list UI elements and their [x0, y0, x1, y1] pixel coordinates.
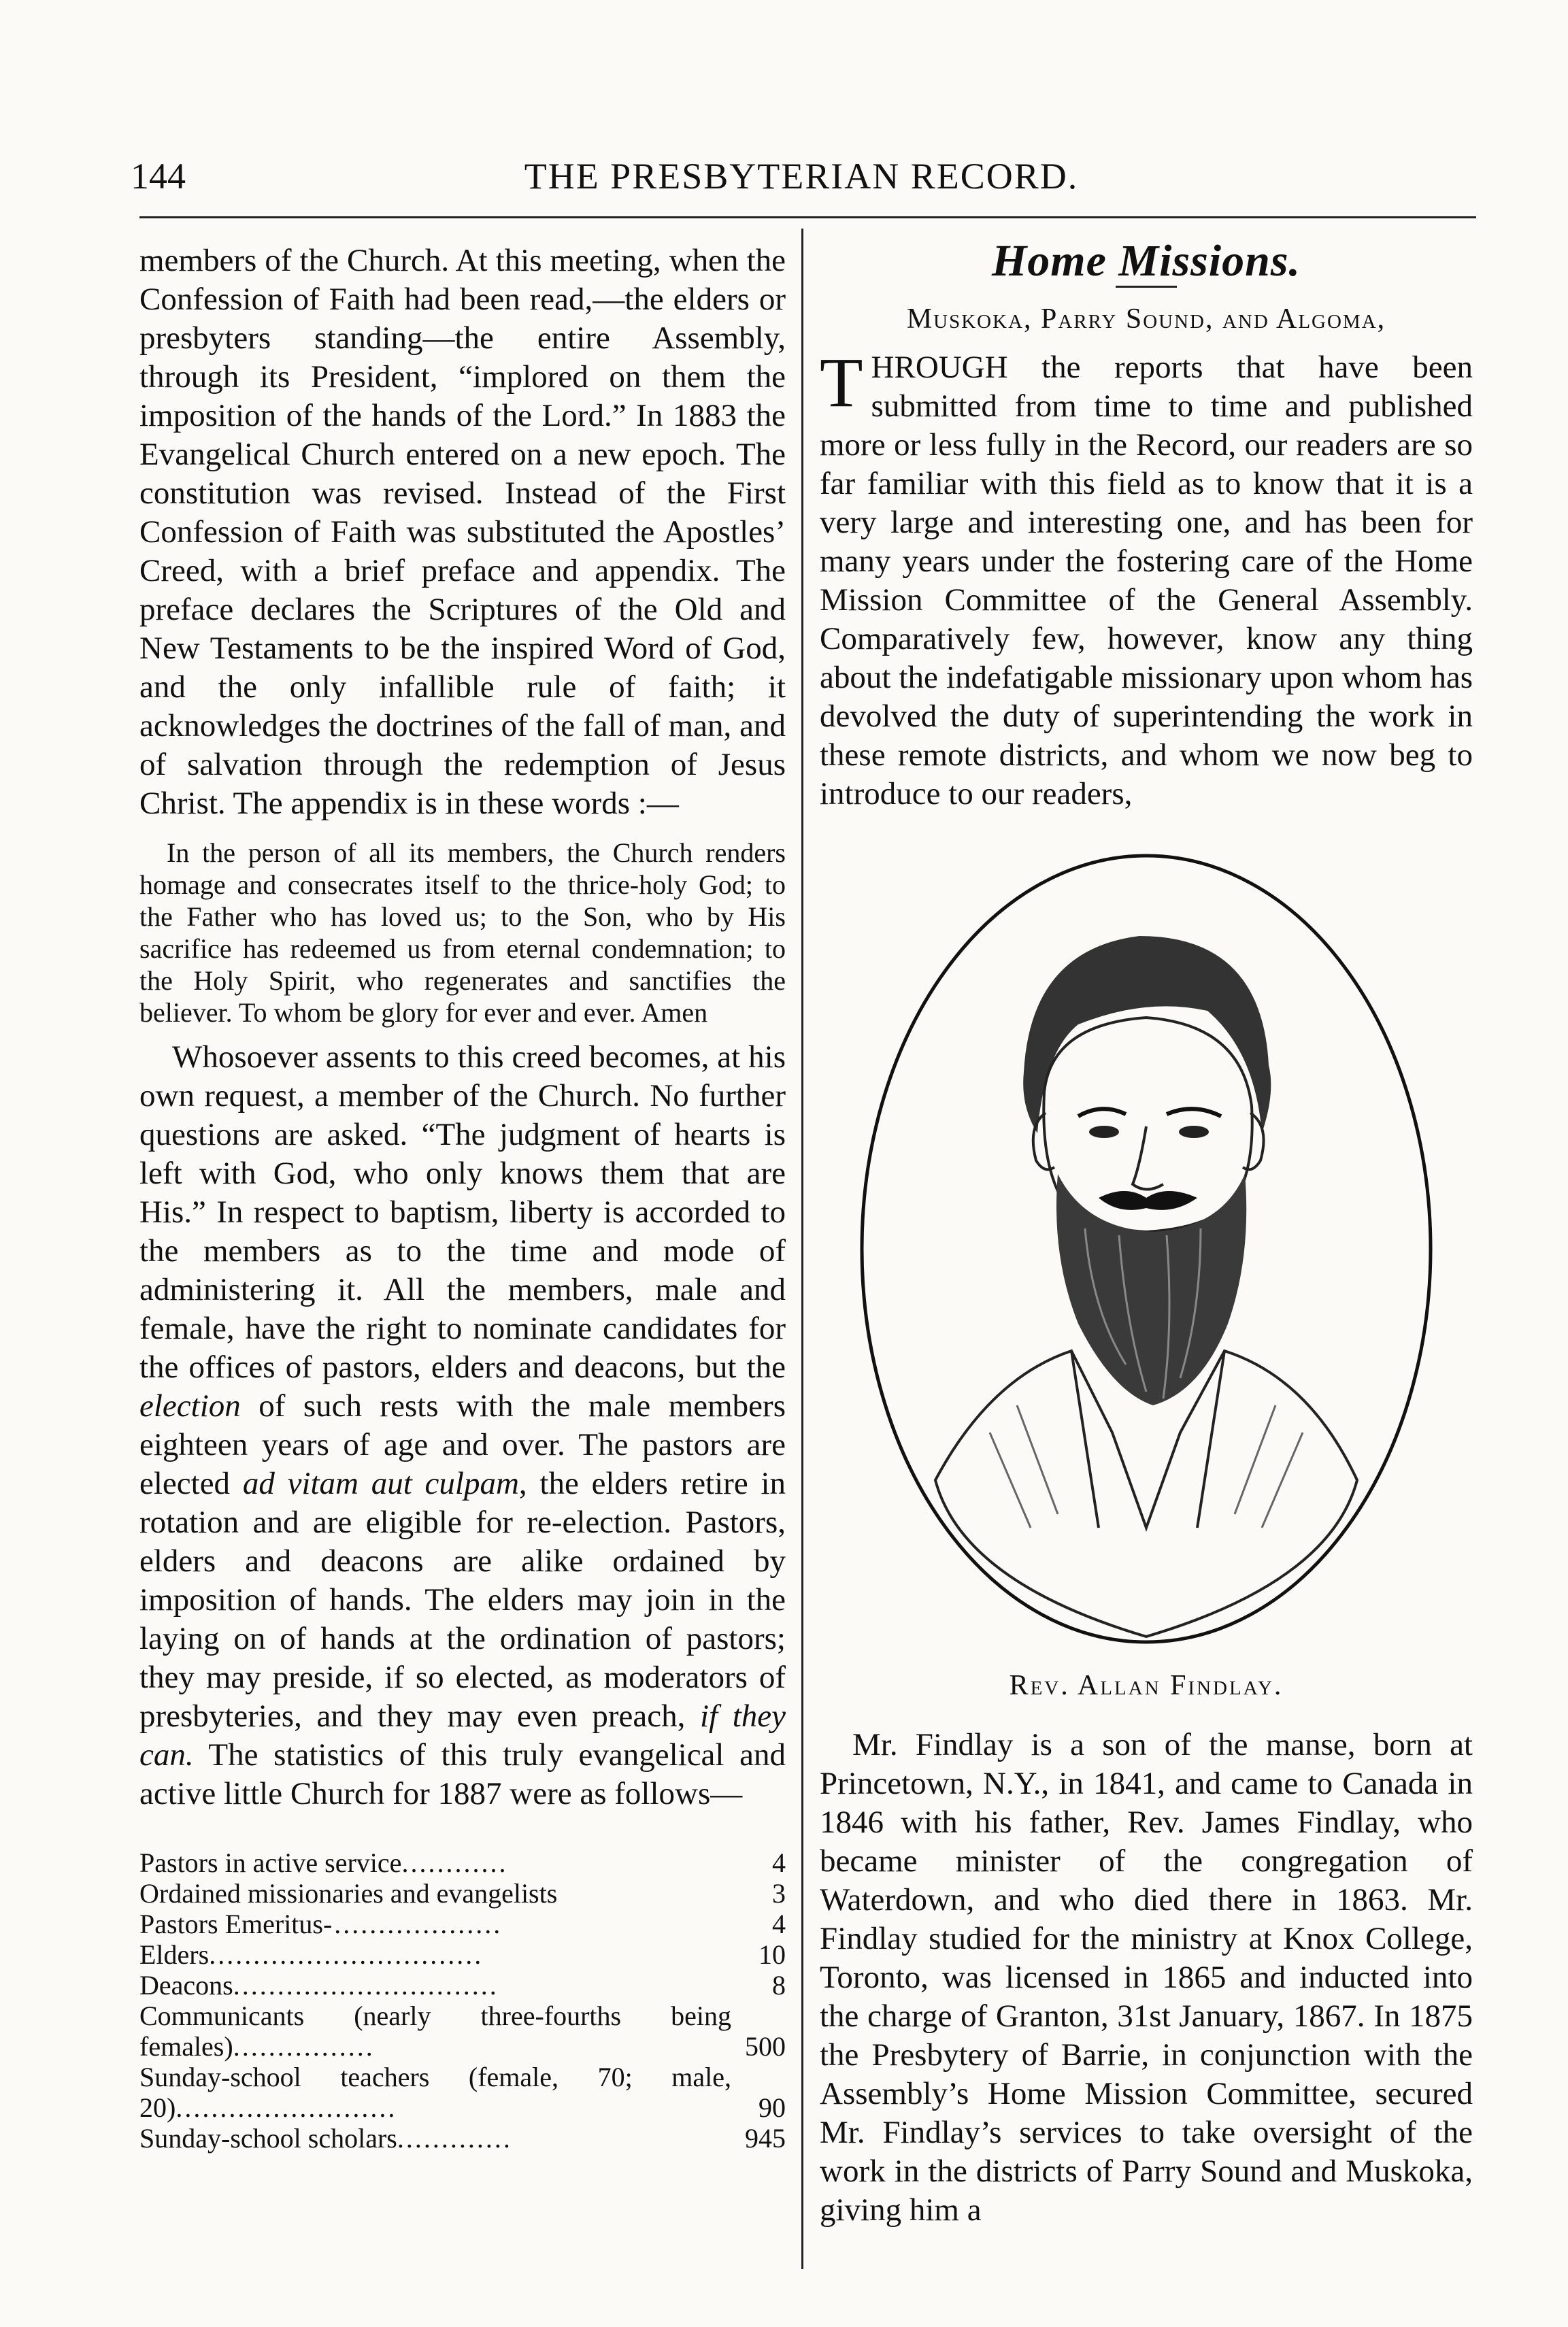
- stat-row: Pastors in active service............ 4: [139, 1847, 786, 1878]
- stat-row: Deacons.............................. 8: [139, 1970, 786, 2000]
- italic-latin: ad vitam aut culpam: [242, 1466, 519, 1501]
- stat-row: Sunday-school scholars............. 945: [139, 2123, 786, 2154]
- section-heading: Home Missions.: [991, 236, 1301, 286]
- stat-row: Communicants (nearly three-fourths being females)................ 500: [139, 2000, 786, 2062]
- portrait-engraving: [854, 848, 1439, 1650]
- italic-if-they-can: if they can.: [139, 1698, 786, 1773]
- intro-paragraph: THROUGH the reports that have been submitted from time to time and published more or less fully in the Record, our readers are so far familiar with this field as to know that it is a very large and interesting one, and has been for many years under the fostering care of the Home Mission Committee of the General Assembly. Comparatively few, however, know any thing about the indefatigable missionary upon whom has devolved the duty of superintending the work in these remote districts, and whom we now beg to introduce to our readers,: [820, 344, 1473, 811]
- portrait-caption: Rev. Allan Findlay.: [1009, 1670, 1284, 1701]
- stat-row: Sunday-school teachers (female, 70; male, 20)......................... 90: [139, 2062, 786, 2123]
- page-number: 144: [131, 156, 186, 197]
- column-divider: [801, 229, 803, 2269]
- drop-cap: T: [820, 344, 863, 422]
- header-rule: [139, 216, 1476, 218]
- italic-election: election: [139, 1388, 241, 1424]
- paragraph-membership: Whosoever assents to this creed becomes, at his own request, a member of the Church. No further questions are asked. “The judgment of hearts is left with God, who only knows them that are His.” In respect to baptism, liberty is accorded to the members as to the time and mode of administering it. All the members, male and female, have the right to nominate candidates for the offices of pastors, elders and deacons, but the election of such rests with the male members eighteen years of age and over. The pastors are elected ad vitam aut culpam, the elders retire in rotation and are eligible for re-election. Pastors, elders and deacons are alike ordained by imposition of hands. The elders may join in the laying on of hands at the ordination of pastors; they may preside, if so elected, as moderators of presbyteries, and they may even preach, if they can. The statistics of this truly evangelical and active little Church for 1887 were as follows—: [139, 1039, 786, 1811]
- appendix-quote: In the person of all its members, the Church renders homage and consecrates itself to the thrice-holy God; to the Father who has loved us; to the Son, who by His sacrifice has redeemed us from eternal condemnation; to the Holy Spirit, who regenerates and sanctifies the believer. To whom be glory for ever and ever. Amen: [139, 837, 786, 1028]
- page-header: [131, 155, 1472, 203]
- right-column: [820, 236, 1473, 2230]
- portrait-illustration: [854, 848, 1439, 1650]
- heading-rule: [1116, 286, 1177, 288]
- left-column: [139, 241, 786, 2154]
- stat-row: Pastors Emeritus-................... 4: [139, 1909, 786, 1939]
- stat-row: Elders............................... 10: [139, 1939, 786, 1970]
- paragraph-biography: Mr. Findlay is a son of the manse, born at Princetown, N.Y., in 1841, and came to Canada in 1846 with his father, Rev. James Findlay, who became minister of the congregation of Waterdown, and who died there in 1863. Mr. Findlay studied for the ministry at Knox College, Toronto, was licensed in 1865 and inducted into the charge of Granton, 31st January, 1867. In 1875 the Presbytery of Barrie, in conjunction with the Assembly’s Home Mission Committee, secured Mr. Findlay’s services to take oversight of the work in the districts of Parry Sound and Muskoka, giving him a: [820, 1727, 1473, 2228]
- running-title: THE PRESBYTERIAN RECORD.: [524, 156, 1079, 197]
- subheading: Muskoka, Parry Sound, and Algoma,: [906, 303, 1386, 335]
- statistics-table: [139, 1847, 786, 2154]
- paragraph-constitution: members of the Church. At this meeting, when the Confession of Faith had been read,—the elders or presbyters standing—the entire Assembly, through its President, “implored on them the imposition of the hands of the Lord.” In 1883 the Evangelical Church entered on a new epoch. The constitution was revised. Instead of the First Confession of Faith was substituted the Apostles’ Creed, with a brief preface and appendix. The preface declares the Scriptures of the Old and New Testaments to be the inspired Word of God, and the only infallible rule of faith; it acknowledges the doctrines of the fall of man, and of salvation through the redemption of Jesus Christ. The appendix is in these words :—: [139, 243, 786, 821]
- stat-row: Ordained missionaries and evangelists 3: [139, 1878, 786, 1909]
